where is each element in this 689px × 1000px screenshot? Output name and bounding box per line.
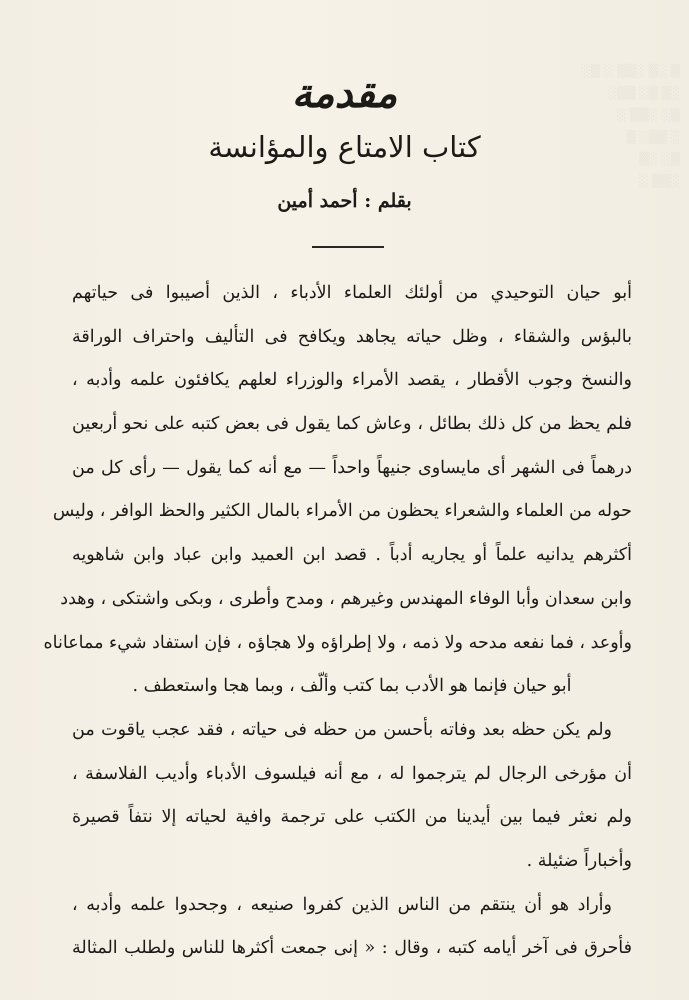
preface-heading: مقدمة [291,70,398,117]
text-line: ولم يكن حظه بعد وفاته بأحسن من حظه فى حياته ، فقد عجب ياقوت من [72,719,612,740]
text-line: أكثرهم يدانيه علماً أو يجاريه أدباً . قصد ابن العميد وابن عباد وابن شاهويه [72,545,632,566]
text-line: والنسخ وجوب الأقطار ، يقصد الأمراء والوزراء لعلهم يكافئون علمه وأدبه ، [72,370,632,391]
text-line: أبو حيان التوحيدي من أولئك العلماء الأدباء ، الذين أصيبوا فى حياتهم [72,283,632,303]
bleed-through-text: ▒ ░▒ ░▒▒ ░ ▒░ ░▒ ▒░ ▒▒░ ▒░ ░▒▒ ░ ░ ▒▒░ ▒ ▒░ ░▒ ░▒▒ ░ [581,64,680,188]
text-line: حوله من العلماء والشعراء يحظون من الأمراء بالمال الكثير والحظ الوافر ، وليس [52,501,632,522]
body-text [43,272,632,971]
title-divider [312,246,384,248]
text-line: وأراد هو أن ينتقم من الناس الذين كفروا صنيعه ، وجحدوا علمه وأدبه ، [72,894,612,915]
text-line: أبو حيان فإنما هو الأدب بما كتب وألّف ، وبما هجا واستعطف . [132,676,572,697]
text-line: وأخباراً ضئيلة . [526,850,632,871]
text-line: فلم يحظ من كل ذلك بطائل ، وعاش كما يقول فى بعض كتبه على نحو أربعين [72,414,632,435]
text-line: أن مؤرخى الرجال لم يترجموا له ، مع أنه فيلسوف الأدباء وأديب الفلاسفة ، [72,763,632,784]
book-title: كتاب الامتاع والمؤانسة [208,130,481,164]
text-line: فأحرق فى آخر أيامه كتبه ، وقال : « إنى جمعت أكثرها للناس ولطلب المثالة [72,938,632,959]
text-line: وأوعد ، فما نفعه مدحه ولا ذمه ، ولا إطراؤه ولا هجاؤه ، فإن استفاد شيء مماعاناه [43,632,632,653]
text-line: بالبؤس والشقاء ، وظل حياته يجاهد ويكافح فى التأليف واحتراف الوراقة [72,326,632,347]
text-line: وابن سعدان وأبا الوفاء المهندس وغيرهم ، ومدح وأطرى ، وبكى واشتكى ، وهدد [60,588,632,609]
text-line: درهماً فى الشهر أى مايساوى جنيهاً واحداً — مع أنه كما يقول — رأى كل من [72,457,632,478]
text-line: ولم نعثر فيما بين أيدينا من الكتب على ترجمة وافية لحياته إلا نتفاً قصيرة [72,807,632,828]
author-byline: بقلم : أحمد أمين [277,190,412,212]
